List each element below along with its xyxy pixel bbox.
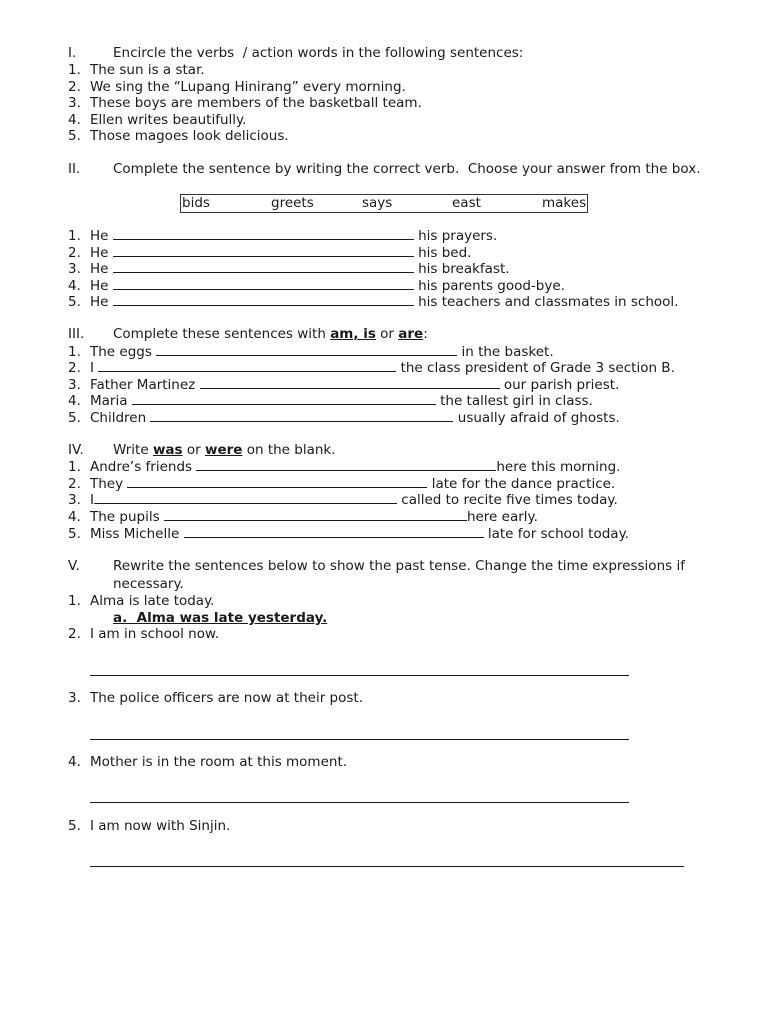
list-item: 5. Miss Michelle late for school today. xyxy=(68,526,629,542)
answer-blank[interactable] xyxy=(98,359,396,372)
answer-line[interactable] xyxy=(90,866,684,867)
word-box-word: says xyxy=(362,195,393,211)
word-box-word: makes xyxy=(542,195,587,211)
option-are: are xyxy=(398,326,424,342)
answer-blank[interactable] xyxy=(150,409,453,422)
answer-blank[interactable] xyxy=(196,458,496,471)
list-item: 1. The eggs in the basket. xyxy=(68,344,554,360)
answer-blank[interactable] xyxy=(113,293,414,306)
word-box-word: east xyxy=(452,195,481,211)
answer-blank[interactable] xyxy=(164,508,467,521)
answer-blank[interactable] xyxy=(156,343,457,356)
part4-heading: IV. Write was or were on the blank. xyxy=(68,442,336,458)
answer-blank[interactable] xyxy=(113,277,414,290)
list-item: 3. I called to recite five times today. xyxy=(68,492,618,508)
answer-line[interactable] xyxy=(90,802,629,803)
answer-blank[interactable] xyxy=(200,376,500,389)
part2-instruction: Complete the sentence by writing the correct verb. Choose your answer from the box. xyxy=(113,161,701,177)
example-answer: a. Alma was late yesterday. xyxy=(113,610,328,626)
list-item: 1. He his prayers. xyxy=(68,228,498,244)
answer-line[interactable] xyxy=(90,675,629,676)
list-item: 2. We sing the “Lupang Hinirang” every morning. xyxy=(68,79,406,95)
list-item: 3. Father Martinez our parish priest. xyxy=(68,377,620,393)
list-item: 2. I the class president of Grade 3 section B. xyxy=(68,360,675,376)
part1-heading xyxy=(68,45,523,62)
answer-line[interactable] xyxy=(90,739,629,740)
list-item: 4. He his parents good-bye. xyxy=(68,278,565,294)
list-item: 3. He his breakfast. xyxy=(68,261,510,277)
option-were: were xyxy=(204,442,243,458)
part1-roman: I. xyxy=(68,45,77,61)
list-item: 4. Mother is in the room at this moment. xyxy=(68,754,348,770)
list-item: 5. I am now with Sinjin. xyxy=(68,818,231,834)
part5-instruction-cont: necessary. xyxy=(113,576,184,592)
answer-blank[interactable] xyxy=(113,260,414,273)
part1-instruction: Encircle the verbs / action words in the following sentences: xyxy=(113,45,524,61)
answer-blank[interactable] xyxy=(127,475,427,488)
list-item: 5. Children usually afraid of ghosts. xyxy=(68,410,620,426)
answer-blank[interactable] xyxy=(94,491,397,504)
answer-blank[interactable] xyxy=(184,525,484,538)
list-item: 2. I am in school now. xyxy=(68,626,220,642)
answer-blank[interactable] xyxy=(132,392,436,405)
list-item: 4. Maria the tallest girl in class. xyxy=(68,393,593,409)
word-box-word: bids xyxy=(182,195,210,211)
part3-heading: III. Complete these sentences with am, is or are: xyxy=(68,326,428,342)
option-was: was xyxy=(152,442,183,458)
list-item: 1. Alma is late today. xyxy=(68,593,215,609)
part5-heading: V. Rewrite the sentences below to show the past tense. Change the time expressions if xyxy=(68,558,685,574)
list-item: 1. The sun is a star. xyxy=(68,62,205,78)
list-item: 5. Those magoes look delicious. xyxy=(68,128,289,144)
answer-blank[interactable] xyxy=(113,227,414,240)
list-item: 3. These boys are members of the basketball team. xyxy=(68,95,422,111)
list-item: 5. He his teachers and classmates in school. xyxy=(68,294,679,310)
part5-instruction: Rewrite the sentences below to show the past tense. Change the time expressions if xyxy=(113,558,685,574)
list-item: 2. He his bed. xyxy=(68,245,472,261)
word-box xyxy=(180,194,588,213)
list-item: 2. They late for the dance practice. xyxy=(68,476,616,492)
list-item: 4. Ellen writes beautifully. xyxy=(68,112,247,128)
list-item: 1. Andre’s friends here this morning. xyxy=(68,459,621,475)
word-box-word: greets xyxy=(271,195,314,211)
list-item: 3. The police officers are now at their post. xyxy=(68,690,363,706)
option-am-is: am, is xyxy=(330,326,376,342)
part2-heading: II. Complete the sentence by writing the correct verb. Choose your answer from the box. xyxy=(68,161,701,177)
answer-blank[interactable] xyxy=(113,244,414,257)
list-item: 4. The pupils here early. xyxy=(68,509,538,525)
